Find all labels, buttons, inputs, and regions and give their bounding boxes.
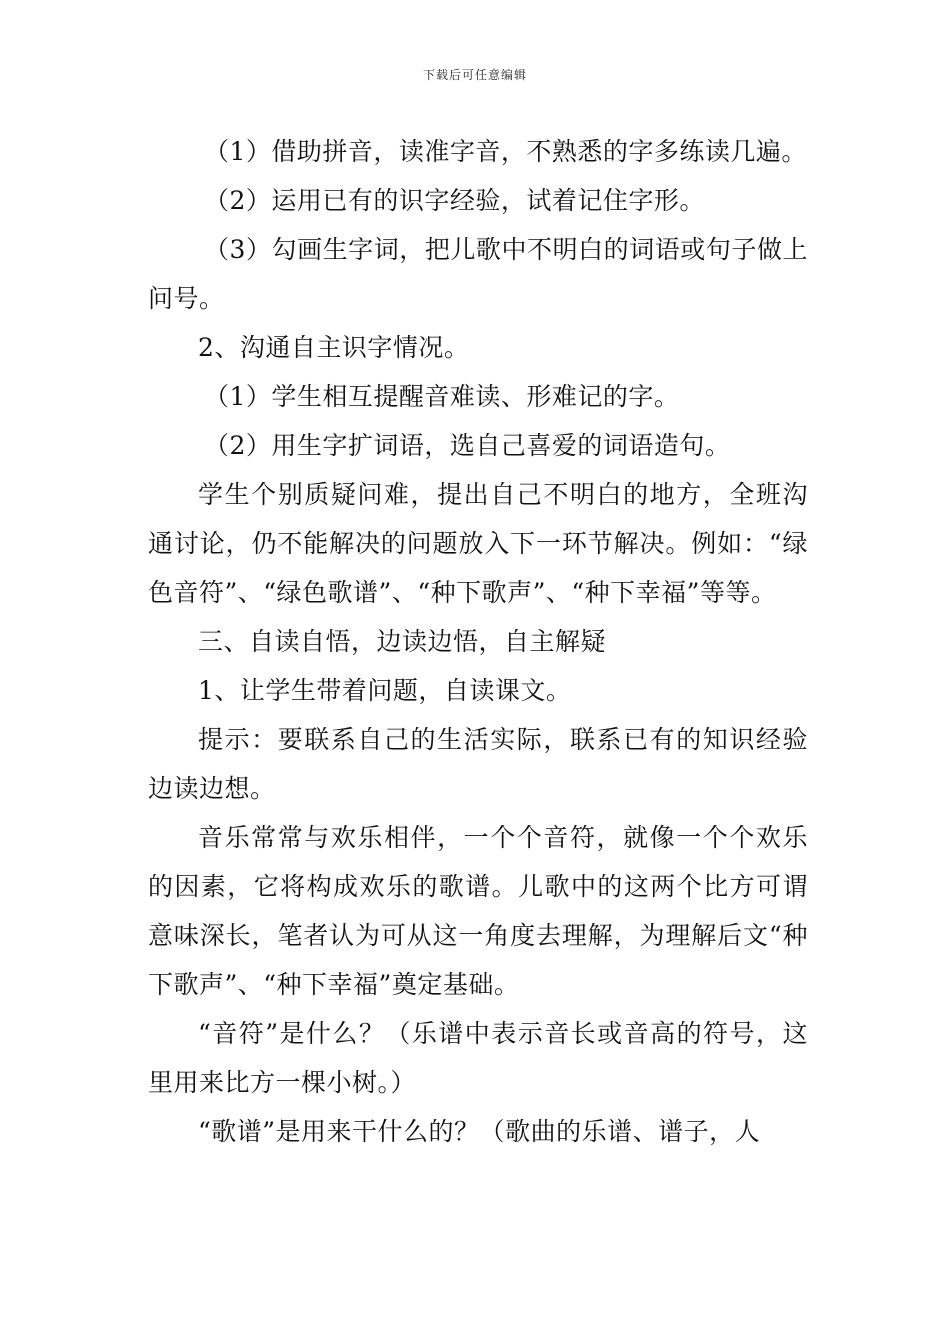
- paragraph-11: 音乐常常与欢乐相伴，一个个音符，就像一个个欢乐的因素，它将构成欢乐的歌谱。儿歌中的这两个比方可谓意味深长，笔者认为可从这一角度去理解，为理解后文“种下歌声”、“种下幸福”奠定基础。: [148, 823, 808, 999]
- document-body: [148, 127, 808, 1156]
- paragraph-1: （1）借助拼音，读准字音，不熟悉的字多练读几遍。: [204, 137, 807, 166]
- page-header-note: 下载后可任意编辑: [422, 68, 527, 82]
- paragraph-13: “歌谱”是用来干什么的？（歌曲的乐谱、谱子，人: [198, 1117, 761, 1146]
- paragraph-4: 2、沟通自主识字情况。: [198, 333, 470, 362]
- paragraph-3: （3）勾画生字词，把儿歌中不明白的词语或句子做上问号。: [148, 235, 808, 313]
- paragraph-9: 1、让学生带着问题，自读课文。: [198, 676, 572, 705]
- paragraph-10: 提示：要联系自己的生活实际，联系已有的知识经验边读边想。: [148, 725, 808, 803]
- paragraph-6: （2）用生字扩词语，选自己喜爱的词语造句。: [204, 431, 731, 460]
- paragraph-5: （1）学生相互提醒音难读、形难记的字。: [204, 382, 680, 411]
- paragraph-8: 三、自读自悟，边读边悟，自主解疑: [198, 627, 607, 656]
- paragraph-7: 学生个别质疑问难，提出自己不明白的地方，全班沟通讨论，仍不能解决的问题放入下一环节解决。例如：“绿色音符”、“绿色歌谱”、“种下歌声”、“种下幸福”等等。: [148, 480, 808, 607]
- paragraph-2: （2）运用已有的识字经验，试着记住字形。: [204, 186, 705, 215]
- paragraph-12: “音符”是什么？（乐谱中表示音长或音高的符号，这里用来比方一棵小树。）: [148, 1019, 808, 1097]
